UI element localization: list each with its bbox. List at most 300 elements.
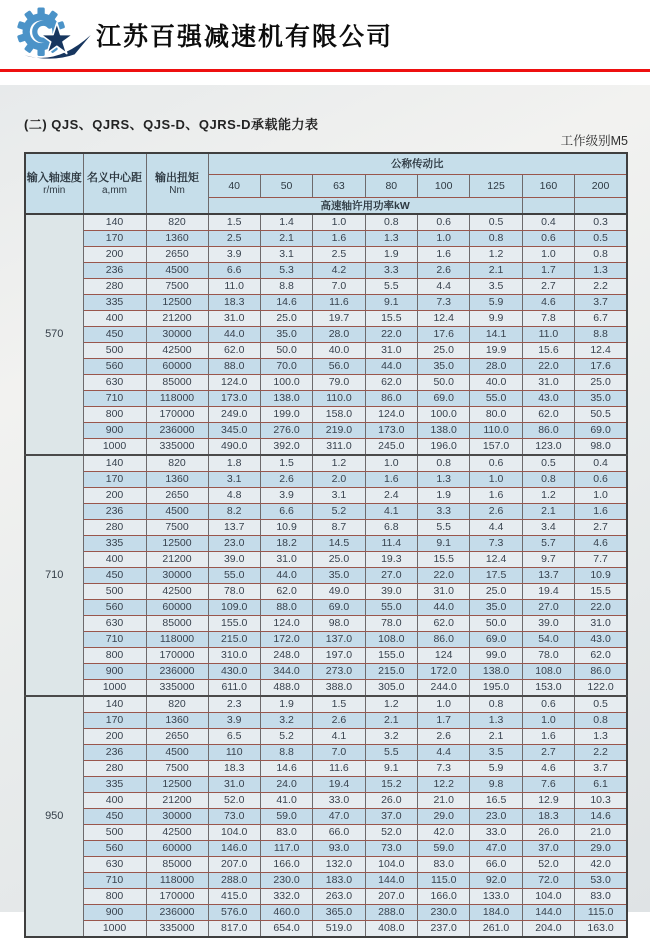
output-torque-cell: 820 bbox=[146, 214, 208, 231]
center-distance-cell: 236 bbox=[83, 504, 146, 520]
table-row bbox=[25, 552, 627, 568]
table-row bbox=[25, 407, 627, 423]
power-value-cell: 215.0 bbox=[208, 632, 260, 648]
power-value-cell: 5.2 bbox=[260, 729, 312, 745]
power-value-cell: 22.0 bbox=[365, 327, 417, 343]
power-value-cell: 310.0 bbox=[208, 648, 260, 664]
power-value-cell: 5.5 bbox=[418, 520, 470, 536]
power-value-cell: 31.0 bbox=[365, 343, 417, 359]
output-torque-cell: 1360 bbox=[146, 231, 208, 247]
center-distance-cell: 170 bbox=[83, 472, 146, 488]
power-value-cell: 157.0 bbox=[470, 439, 522, 456]
power-value-cell: 244.0 bbox=[418, 680, 470, 697]
power-value-cell: 17.6 bbox=[418, 327, 470, 343]
power-value-cell: 245.0 bbox=[365, 439, 417, 456]
center-distance-cell: 900 bbox=[83, 423, 146, 439]
power-value-cell: 35.0 bbox=[260, 327, 312, 343]
power-value-cell: 3.7 bbox=[575, 295, 627, 311]
power-value-cell: 14.6 bbox=[260, 761, 312, 777]
table-row bbox=[25, 809, 627, 825]
power-value-cell: 15.5 bbox=[575, 584, 627, 600]
power-value-cell: 1.3 bbox=[365, 231, 417, 247]
output-torque-cell: 236000 bbox=[146, 905, 208, 921]
table-row bbox=[25, 488, 627, 504]
power-value-cell: 1.0 bbox=[365, 455, 417, 472]
power-value-cell: 1.5 bbox=[208, 214, 260, 231]
power-value-cell: 13.7 bbox=[522, 568, 574, 584]
power-value-cell: 344.0 bbox=[260, 664, 312, 680]
power-value-cell: 86.0 bbox=[418, 632, 470, 648]
power-value-cell: 654.0 bbox=[260, 921, 312, 938]
header-divider bbox=[0, 69, 650, 72]
power-value-cell: 3.5 bbox=[470, 745, 522, 761]
power-value-cell: 100.0 bbox=[260, 375, 312, 391]
output-torque-label: 输出扭矩 bbox=[155, 171, 199, 184]
power-value-cell: 31.0 bbox=[208, 311, 260, 327]
center-distance-cell: 800 bbox=[83, 889, 146, 905]
power-value-cell: 263.0 bbox=[313, 889, 365, 905]
power-value-cell: 4.4 bbox=[470, 520, 522, 536]
power-value-cell: 9.9 bbox=[470, 311, 522, 327]
power-value-cell: 6.1 bbox=[575, 777, 627, 793]
table-row bbox=[25, 761, 627, 777]
power-value-cell: 26.0 bbox=[365, 793, 417, 809]
power-value-cell: 3.5 bbox=[470, 279, 522, 295]
power-value-cell: 6.7 bbox=[575, 311, 627, 327]
power-value-cell: 0.4 bbox=[575, 455, 627, 472]
power-value-cell: 1.6 bbox=[522, 729, 574, 745]
power-value-cell: 0.8 bbox=[365, 214, 417, 231]
power-value-cell: 54.0 bbox=[522, 632, 574, 648]
power-value-cell: 55.0 bbox=[208, 568, 260, 584]
power-value-cell: 2.6 bbox=[470, 504, 522, 520]
power-value-cell: 0.5 bbox=[470, 214, 522, 231]
table-row bbox=[25, 391, 627, 407]
power-value-cell: 0.3 bbox=[575, 214, 627, 231]
power-value-cell: 23.0 bbox=[208, 536, 260, 552]
center-distance-cell: 140 bbox=[83, 455, 146, 472]
col-header-input-speed bbox=[25, 153, 83, 214]
power-value-cell: 4.6 bbox=[522, 761, 574, 777]
power-value-cell: 1.7 bbox=[522, 263, 574, 279]
power-value-cell: 18.2 bbox=[260, 536, 312, 552]
power-value-cell: 172.0 bbox=[260, 632, 312, 648]
power-value-cell: 83.0 bbox=[418, 857, 470, 873]
table-row bbox=[25, 632, 627, 648]
power-value-cell: 98.0 bbox=[313, 616, 365, 632]
power-value-cell: 108.0 bbox=[522, 664, 574, 680]
power-value-cell: 33.0 bbox=[313, 793, 365, 809]
power-value-cell: 1.3 bbox=[470, 713, 522, 729]
power-value-cell: 0.6 bbox=[522, 696, 574, 713]
power-value-cell: 2.1 bbox=[470, 729, 522, 745]
output-torque-cell: 30000 bbox=[146, 809, 208, 825]
power-value-cell: 50.0 bbox=[418, 375, 470, 391]
power-value-cell: 288.0 bbox=[365, 905, 417, 921]
power-value-cell: 1.5 bbox=[313, 696, 365, 713]
power-value-cell: 1.2 bbox=[522, 488, 574, 504]
output-torque-cell: 2650 bbox=[146, 488, 208, 504]
power-value-cell: 2.4 bbox=[365, 488, 417, 504]
output-torque-cell: 236000 bbox=[146, 423, 208, 439]
power-value-cell: 1.8 bbox=[208, 455, 260, 472]
center-distance-cell: 900 bbox=[83, 664, 146, 680]
power-value-cell: 11.6 bbox=[313, 295, 365, 311]
power-value-cell: 1.6 bbox=[365, 472, 417, 488]
capacity-table bbox=[24, 152, 628, 938]
power-value-cell: 104.0 bbox=[208, 825, 260, 841]
power-value-cell: 388.0 bbox=[313, 680, 365, 697]
table-row bbox=[25, 696, 627, 713]
center-distance-cell: 170 bbox=[83, 713, 146, 729]
power-value-cell: 98.0 bbox=[575, 439, 627, 456]
power-value-cell: 100.0 bbox=[418, 407, 470, 423]
power-value-cell: 207.0 bbox=[208, 857, 260, 873]
power-value-cell: 31.0 bbox=[418, 584, 470, 600]
power-value-cell: 78.0 bbox=[208, 584, 260, 600]
power-value-cell: 1.5 bbox=[260, 455, 312, 472]
power-value-cell: 10.9 bbox=[575, 568, 627, 584]
table-row bbox=[25, 231, 627, 247]
power-value-cell: 59.0 bbox=[260, 809, 312, 825]
center-distance-cell: 236 bbox=[83, 745, 146, 761]
center-distance-cell: 630 bbox=[83, 616, 146, 632]
table-row bbox=[25, 439, 627, 456]
output-torque-cell: 335000 bbox=[146, 439, 208, 456]
power-value-cell: 230.0 bbox=[418, 905, 470, 921]
output-torque-cell: 4500 bbox=[146, 504, 208, 520]
output-torque-cell: 170000 bbox=[146, 407, 208, 423]
power-value-cell: 3.9 bbox=[208, 247, 260, 263]
table-row bbox=[25, 713, 627, 729]
power-value-cell: 22.0 bbox=[522, 359, 574, 375]
power-value-cell: 29.0 bbox=[575, 841, 627, 857]
power-value-cell: 62.0 bbox=[575, 648, 627, 664]
ratio-value-header: 100 bbox=[418, 174, 470, 197]
power-value-cell: 40.0 bbox=[313, 343, 365, 359]
table-row bbox=[25, 359, 627, 375]
output-torque-cell: 170000 bbox=[146, 648, 208, 664]
table-row bbox=[25, 825, 627, 841]
power-value-cell: 2.3 bbox=[208, 696, 260, 713]
power-value-cell: 15.5 bbox=[418, 552, 470, 568]
power-value-cell: 7.3 bbox=[470, 536, 522, 552]
power-value-cell: 230.0 bbox=[260, 873, 312, 889]
power-value-cell: 78.0 bbox=[365, 616, 417, 632]
output-torque-cell: 21200 bbox=[146, 793, 208, 809]
power-value-cell: 2.1 bbox=[260, 231, 312, 247]
power-value-cell: 52.0 bbox=[208, 793, 260, 809]
power-value-cell: 11.0 bbox=[522, 327, 574, 343]
power-value-cell: 123.0 bbox=[522, 439, 574, 456]
output-torque-cell: 820 bbox=[146, 455, 208, 472]
power-value-cell: 19.4 bbox=[522, 584, 574, 600]
table-row bbox=[25, 520, 627, 536]
power-value-cell: 19.3 bbox=[365, 552, 417, 568]
center-distance-cell: 630 bbox=[83, 857, 146, 873]
power-value-cell: 144.0 bbox=[522, 905, 574, 921]
power-value-cell: 166.0 bbox=[260, 857, 312, 873]
table-row bbox=[25, 584, 627, 600]
power-value-cell: 1.9 bbox=[418, 488, 470, 504]
table-row bbox=[25, 889, 627, 905]
power-value-cell: 9.1 bbox=[418, 536, 470, 552]
power-value-cell: 5.2 bbox=[313, 504, 365, 520]
power-value-cell: 41.0 bbox=[260, 793, 312, 809]
power-value-cell: 11.0 bbox=[208, 279, 260, 295]
power-value-cell: 25.0 bbox=[575, 375, 627, 391]
power-value-cell: 2.6 bbox=[418, 263, 470, 279]
output-torque-cell: 30000 bbox=[146, 568, 208, 584]
power-value-cell: 28.0 bbox=[470, 359, 522, 375]
table-row bbox=[25, 375, 627, 391]
table-row bbox=[25, 648, 627, 664]
power-value-cell: 3.9 bbox=[260, 488, 312, 504]
power-value-cell: 3.1 bbox=[260, 247, 312, 263]
output-torque-cell: 60000 bbox=[146, 600, 208, 616]
power-value-cell: 2.5 bbox=[313, 247, 365, 263]
capacity-table-head bbox=[25, 153, 627, 214]
power-value-cell: 109.0 bbox=[208, 600, 260, 616]
power-value-cell: 408.0 bbox=[365, 921, 417, 938]
power-value-cell: 215.0 bbox=[365, 664, 417, 680]
table-row bbox=[25, 729, 627, 745]
center-distance-label: 名义中心距 bbox=[87, 171, 142, 184]
output-torque-cell: 236000 bbox=[146, 664, 208, 680]
center-distance-cell: 450 bbox=[83, 809, 146, 825]
table-row bbox=[25, 841, 627, 857]
power-value-cell: 155.0 bbox=[208, 616, 260, 632]
power-value-cell: 133.0 bbox=[470, 889, 522, 905]
output-torque-cell: 12500 bbox=[146, 777, 208, 793]
power-value-cell: 47.0 bbox=[313, 809, 365, 825]
site-header bbox=[0, 0, 650, 69]
power-header: 高速轴许用功率kW bbox=[208, 197, 522, 214]
power-value-cell: 56.0 bbox=[313, 359, 365, 375]
center-distance-cell: 500 bbox=[83, 825, 146, 841]
power-value-cell: 93.0 bbox=[313, 841, 365, 857]
col-header-center-distance bbox=[83, 153, 146, 214]
power-value-cell: 5.3 bbox=[260, 263, 312, 279]
power-value-cell: 50.0 bbox=[260, 343, 312, 359]
power-value-cell: 31.0 bbox=[522, 375, 574, 391]
output-torque-cell: 42500 bbox=[146, 343, 208, 359]
power-value-cell: 207.0 bbox=[365, 889, 417, 905]
catalog-scan bbox=[0, 85, 650, 934]
power-value-cell: 6.5 bbox=[208, 729, 260, 745]
power-value-cell: 0.8 bbox=[470, 696, 522, 713]
output-torque-unit: Nm bbox=[169, 184, 185, 196]
power-value-cell: 29.0 bbox=[418, 809, 470, 825]
power-value-cell: 62.0 bbox=[365, 375, 417, 391]
power-value-cell: 460.0 bbox=[260, 905, 312, 921]
output-torque-cell: 170000 bbox=[146, 889, 208, 905]
power-value-cell: 4.6 bbox=[575, 536, 627, 552]
power-value-cell: 35.0 bbox=[470, 600, 522, 616]
power-value-cell: 248.0 bbox=[260, 648, 312, 664]
power-value-cell: 1.2 bbox=[313, 455, 365, 472]
power-value-cell: 88.0 bbox=[260, 600, 312, 616]
power-value-cell: 490.0 bbox=[208, 439, 260, 456]
power-value-cell: 23.0 bbox=[470, 809, 522, 825]
power-value-cell: 25.0 bbox=[313, 552, 365, 568]
center-distance-cell: 335 bbox=[83, 777, 146, 793]
power-value-cell: 124.0 bbox=[208, 375, 260, 391]
power-value-cell: 0.6 bbox=[522, 231, 574, 247]
table-row bbox=[25, 664, 627, 680]
power-value-cell: 311.0 bbox=[313, 439, 365, 456]
power-value-cell: 6.6 bbox=[260, 504, 312, 520]
ratio-value-header: 63 bbox=[313, 174, 365, 197]
power-value-cell: 3.2 bbox=[260, 713, 312, 729]
power-value-cell: 2.2 bbox=[575, 279, 627, 295]
power-value-cell: 9.8 bbox=[470, 777, 522, 793]
power-value-cell: 1.2 bbox=[365, 696, 417, 713]
table-row bbox=[25, 680, 627, 697]
power-value-cell: 66.0 bbox=[470, 857, 522, 873]
power-value-cell: 138.0 bbox=[470, 664, 522, 680]
power-value-cell: 6.8 bbox=[365, 520, 417, 536]
work-level-label: 工作级别M5 bbox=[560, 134, 628, 148]
center-distance-cell: 710 bbox=[83, 391, 146, 407]
power-value-cell: 15.6 bbox=[522, 343, 574, 359]
power-value-cell: 5.7 bbox=[522, 536, 574, 552]
power-value-cell: 8.8 bbox=[575, 327, 627, 343]
power-value-cell: 9.1 bbox=[365, 761, 417, 777]
table-row bbox=[25, 472, 627, 488]
col-header-output-torque bbox=[146, 153, 208, 214]
power-value-cell: 15.5 bbox=[365, 311, 417, 327]
output-torque-cell: 42500 bbox=[146, 825, 208, 841]
center-distance-cell: 500 bbox=[83, 343, 146, 359]
power-value-cell: 35.0 bbox=[575, 391, 627, 407]
power-value-cell: 1.2 bbox=[470, 247, 522, 263]
company-name: 江苏百强减速机有限公司 bbox=[96, 22, 394, 51]
power-value-cell: 31.0 bbox=[260, 552, 312, 568]
center-distance-cell: 335 bbox=[83, 295, 146, 311]
power-value-cell: 73.0 bbox=[365, 841, 417, 857]
power-value-cell: 488.0 bbox=[260, 680, 312, 697]
power-value-cell: 27.0 bbox=[365, 568, 417, 584]
power-value-cell: 4.6 bbox=[522, 295, 574, 311]
power-value-cell: 183.0 bbox=[313, 873, 365, 889]
center-distance-cell: 900 bbox=[83, 905, 146, 921]
power-value-cell: 14.6 bbox=[260, 295, 312, 311]
power-value-cell: 6.6 bbox=[208, 263, 260, 279]
power-value-cell: 0.4 bbox=[522, 214, 574, 231]
power-value-cell: 137.0 bbox=[313, 632, 365, 648]
power-value-cell: 69.0 bbox=[575, 423, 627, 439]
power-value-cell: 0.6 bbox=[418, 214, 470, 231]
power-value-cell: 14.6 bbox=[575, 809, 627, 825]
center-distance-cell: 1000 bbox=[83, 439, 146, 456]
input-speed-unit: r/min bbox=[43, 184, 66, 196]
power-value-cell: 1.6 bbox=[575, 504, 627, 520]
output-torque-cell: 2650 bbox=[146, 729, 208, 745]
power-value-cell: 1.6 bbox=[313, 231, 365, 247]
power-value-cell: 305.0 bbox=[365, 680, 417, 697]
power-value-cell: 124.0 bbox=[260, 616, 312, 632]
output-torque-cell: 118000 bbox=[146, 391, 208, 407]
power-value-cell: 249.0 bbox=[208, 407, 260, 423]
center-distance-cell: 280 bbox=[83, 279, 146, 295]
power-value-cell: 163.0 bbox=[575, 921, 627, 938]
power-value-cell: 184.0 bbox=[470, 905, 522, 921]
power-value-cell: 1.9 bbox=[260, 696, 312, 713]
power-value-cell: 115.0 bbox=[418, 873, 470, 889]
power-value-cell: 0.6 bbox=[575, 472, 627, 488]
power-value-cell: 92.0 bbox=[470, 873, 522, 889]
power-value-cell: 28.0 bbox=[313, 327, 365, 343]
ratio-value-header: 200 bbox=[575, 174, 627, 197]
power-value-cell: 69.0 bbox=[313, 600, 365, 616]
power-value-cell: 3.3 bbox=[365, 263, 417, 279]
power-value-cell: 108.0 bbox=[365, 632, 417, 648]
ratio-value-header: 125 bbox=[470, 174, 522, 197]
power-value-cell: 1.0 bbox=[313, 214, 365, 231]
power-value-cell: 9.7 bbox=[522, 552, 574, 568]
power-value-cell: 2.7 bbox=[575, 520, 627, 536]
power-value-cell: 21.0 bbox=[575, 825, 627, 841]
power-value-cell: 37.0 bbox=[522, 841, 574, 857]
center-distance-cell: 500 bbox=[83, 584, 146, 600]
table-row bbox=[25, 793, 627, 809]
table-row bbox=[25, 423, 627, 439]
power-value-cell: 104.0 bbox=[522, 889, 574, 905]
output-torque-cell: 118000 bbox=[146, 873, 208, 889]
power-value-cell: 199.0 bbox=[260, 407, 312, 423]
power-value-cell: 25.0 bbox=[418, 343, 470, 359]
power-value-cell: 17.5 bbox=[470, 568, 522, 584]
power-value-cell: 12.2 bbox=[418, 777, 470, 793]
power-value-cell: 11.4 bbox=[365, 536, 417, 552]
output-torque-cell: 335000 bbox=[146, 921, 208, 938]
power-value-cell: 1.6 bbox=[418, 247, 470, 263]
power-value-cell: 2.2 bbox=[575, 745, 627, 761]
power-value-cell: 50.5 bbox=[575, 407, 627, 423]
power-value-cell: 11.6 bbox=[313, 761, 365, 777]
input-speed-cell: 950 bbox=[25, 696, 83, 937]
power-value-cell: 66.0 bbox=[313, 825, 365, 841]
power-value-cell: 35.0 bbox=[418, 359, 470, 375]
power-value-cell: 55.0 bbox=[365, 600, 417, 616]
center-distance-cell: 140 bbox=[83, 696, 146, 713]
table-row bbox=[25, 455, 627, 472]
power-value-cell: 18.3 bbox=[208, 295, 260, 311]
power-value-cell: 40.0 bbox=[470, 375, 522, 391]
output-torque-cell: 7500 bbox=[146, 761, 208, 777]
power-value-cell: 172.0 bbox=[418, 664, 470, 680]
center-distance-cell: 450 bbox=[83, 568, 146, 584]
center-distance-cell: 560 bbox=[83, 841, 146, 857]
power-value-cell: 104.0 bbox=[365, 857, 417, 873]
power-value-cell: 7.8 bbox=[522, 311, 574, 327]
power-value-cell: 8.2 bbox=[208, 504, 260, 520]
capacity-table-title: (二) QJS、QJRS、QJS-D、QJRS-D承载能力表 bbox=[24, 117, 319, 132]
power-value-cell: 3.7 bbox=[575, 761, 627, 777]
power-value-cell: 237.0 bbox=[418, 921, 470, 938]
power-value-cell: 7.0 bbox=[313, 279, 365, 295]
table-row bbox=[25, 214, 627, 231]
power-value-cell: 25.0 bbox=[260, 311, 312, 327]
company-logo[interactable] bbox=[10, 4, 94, 66]
power-value-cell: 124.0 bbox=[365, 407, 417, 423]
power-value-cell: 2.0 bbox=[313, 472, 365, 488]
power-value-cell: 138.0 bbox=[418, 423, 470, 439]
output-torque-cell: 820 bbox=[146, 696, 208, 713]
power-value-cell: 0.5 bbox=[575, 231, 627, 247]
output-torque-cell: 12500 bbox=[146, 295, 208, 311]
